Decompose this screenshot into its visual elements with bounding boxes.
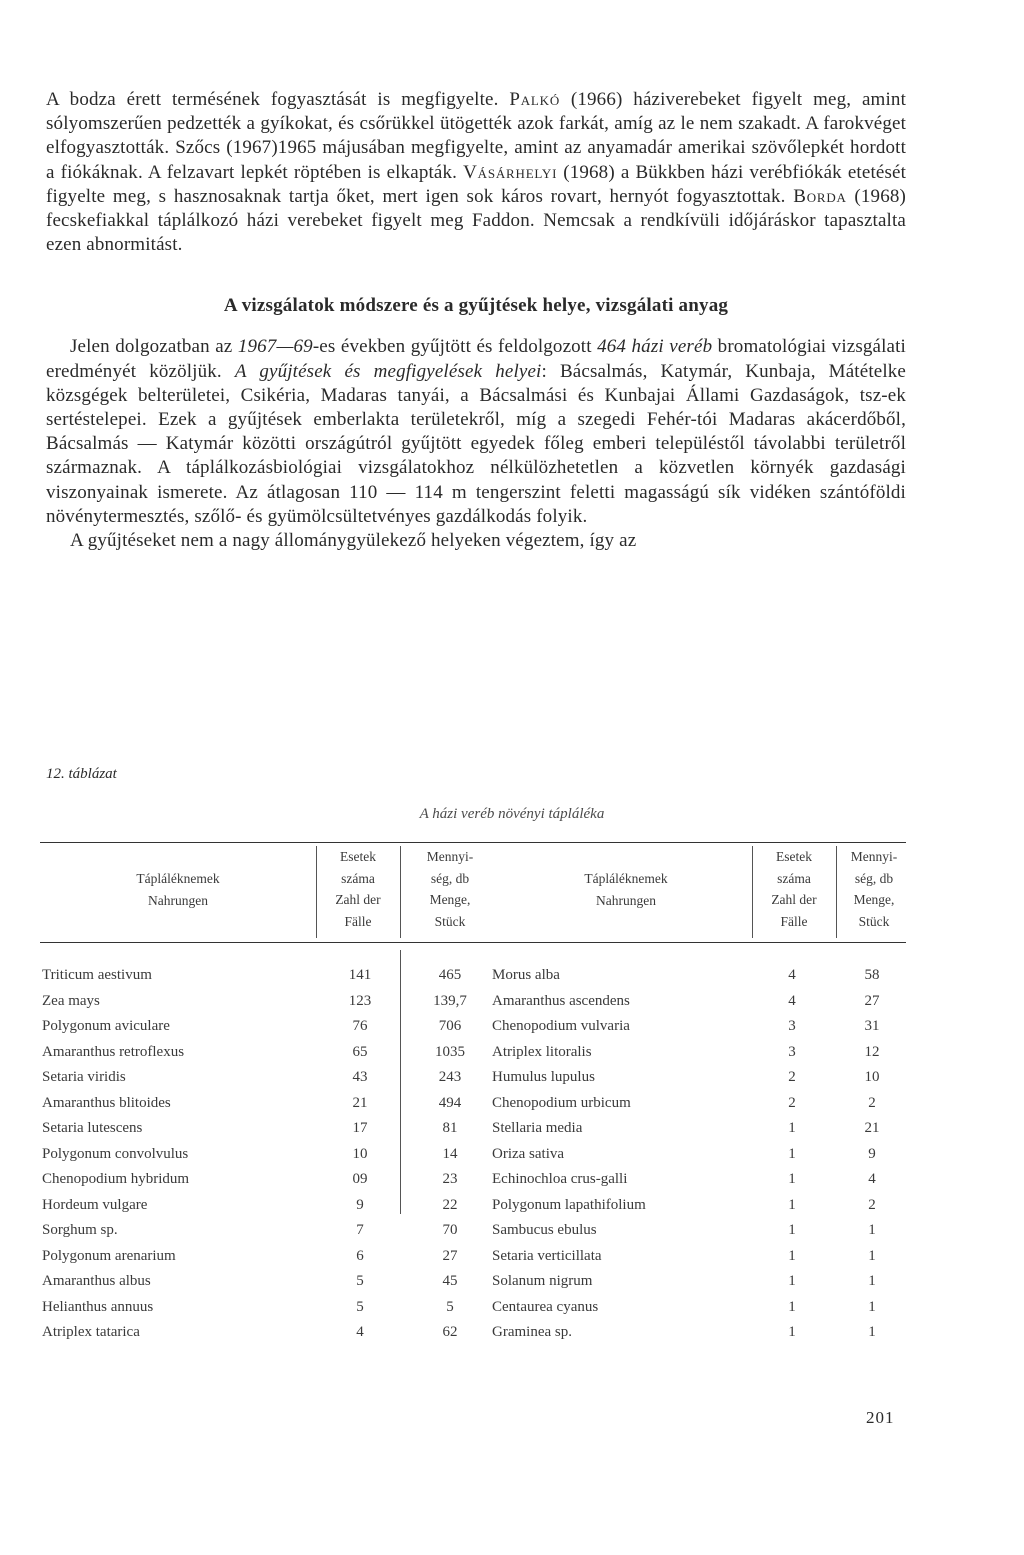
- food-table: [40, 842, 906, 1340]
- food-name-right: Solanum nigrum: [492, 1273, 593, 1289]
- qty-right: 1: [868, 1273, 876, 1289]
- page-number: 201: [866, 1408, 895, 1427]
- qty-left: 70: [442, 1222, 458, 1238]
- cases-left: 43: [352, 1069, 368, 1085]
- food-name-right: Echinochloa crus-galli: [492, 1171, 628, 1187]
- food-name-left: Polygonum arenarium: [42, 1247, 176, 1264]
- author-vasarhelyi: Vásárhelyi: [463, 161, 558, 183]
- food-name-left: Amaranthus retroflexus: [42, 1043, 185, 1060]
- table-row: [40, 1018, 906, 1044]
- methods-text-a: Jelen dolgozatban az: [70, 336, 238, 358]
- cases-right: 1: [788, 1196, 796, 1213]
- table-row: [40, 1171, 906, 1197]
- cases-right: 1: [788, 1273, 796, 1289]
- cases-right: 4: [788, 967, 796, 983]
- qty-left: 22: [442, 1196, 458, 1213]
- header-food-left: [40, 868, 316, 911]
- header-cases-right: [752, 846, 836, 932]
- header-qty-line: Stück: [434, 913, 466, 929]
- intro-text-1: A bodza érett termésének fogyasztását is megfigyelte.: [46, 89, 510, 110]
- header-qty-line: Mennyi-: [426, 849, 474, 864]
- methods-text-d: : Bácsalmás, Katymár, Kunbaja, Mátételke közsgégek belterületei, Csikéria, Madaras tanyái, a Bácsalmási és Kunbajai Állami Gazdaságok, tsz-ek sertéstelepei. Ezek a gyűjtések emberlakta területekről, míg a szegedi Fehér-tói Madaras akácerdőből, Bácsalmás — Katymár közötti országútról gyűjtött egyedek főleg emberi településtől távolabbi területről származnak. A táplálkozásbiológiai vizsgálatokhoz nélkülözhetetlen a közvetlen környék gazdasági viszonyainak ismerete. Az átlagosan 110 — 114 m tengerszint feletti magasságú sík vidéken szántóföldi növénytermesztés, szőlő- és gyümölcsültetvényes gazdálkodás folyik.: [46, 360, 906, 527]
- cases-left: 123: [348, 992, 372, 1009]
- food-name-right: Chenopodium urbicum: [492, 1094, 631, 1111]
- cases-right: 1: [788, 1222, 796, 1238]
- food-name-right: Polygonum lapathifolium: [492, 1196, 646, 1213]
- cases-right: 1: [788, 1120, 796, 1136]
- cases-right: 4: [788, 992, 796, 1009]
- header-qty-line: Menge,: [429, 892, 471, 907]
- header-food-hu: Tápláléknemek: [136, 871, 220, 886]
- header-food-de: Nahrungen: [596, 892, 656, 908]
- header-cases-line: Zahl der: [335, 892, 381, 907]
- food-name-right: Amaranthus ascendens: [492, 992, 630, 1009]
- header-cases-line: Zahl der: [771, 892, 817, 907]
- food-name-right: Chenopodium vulvaria: [492, 1018, 630, 1034]
- intro-text-2: (1966) háziverebeket figyelt meg, amint sólyomszerűen pedzették a gyíkokat, és csőrükkel ütögették azok farkát, amíg az le nem szakadt. A farokvéget elfogyasztották. Szőcs (1967)1965 májusában megfigyelte, amint az anyamadár amerikai szövőlepkét hordott a fiókáknak. A felzavart lepkét röptében is elkapták.: [46, 89, 906, 183]
- food-name-right: Graminea sp.: [492, 1324, 572, 1340]
- food-name-right: Humulus lupulus: [492, 1069, 595, 1085]
- cases-right: 1: [788, 1247, 796, 1264]
- methods-paragraph: [46, 335, 906, 553]
- header-food-de: Nahrungen: [148, 892, 208, 908]
- qty-left: 23: [442, 1171, 458, 1187]
- food-name-right: Oriza sativa: [492, 1145, 565, 1162]
- methods-text-c: bromatológiai vizsgálati eredményét közöljük.: [46, 336, 906, 382]
- cases-right: 1: [788, 1298, 796, 1315]
- qty-right: 1: [868, 1324, 876, 1340]
- qty-left: 494: [438, 1094, 462, 1111]
- cases-right: 1: [788, 1145, 796, 1162]
- header-cases-line: Esetek: [776, 849, 812, 864]
- table-row: [40, 993, 906, 1019]
- food-name-right: Stellaria media: [492, 1120, 583, 1136]
- qty-left: 243: [438, 1069, 462, 1085]
- qty-right: 2: [868, 1094, 876, 1111]
- header-cases-line: Esetek: [340, 849, 376, 864]
- qty-right: 1: [868, 1247, 876, 1264]
- food-name-left: Amaranthus blitoides: [42, 1094, 171, 1111]
- table-row: [40, 967, 906, 993]
- qty-right: 10: [864, 1069, 880, 1085]
- cases-left: 4: [356, 1324, 364, 1340]
- header-qty-right: [836, 846, 912, 932]
- header-cases-line: Fälle: [780, 913, 808, 929]
- methods-paragraph-2: A gyűjtéseket nem a nagy állománygyülekező helyeken végeztem, így az: [70, 530, 637, 552]
- qty-right: 9: [868, 1145, 876, 1162]
- food-name-left: Hordeum vulgare: [42, 1196, 148, 1213]
- table-row: [40, 1197, 906, 1223]
- cases-left: 6: [356, 1247, 364, 1264]
- table-row: [40, 1120, 906, 1146]
- qty-left: 62: [442, 1324, 458, 1340]
- cases-right: 3: [788, 1043, 796, 1060]
- header-qty-line: Menge,: [853, 892, 895, 907]
- cases-right: 2: [788, 1069, 796, 1085]
- header-cases-line: Fälle: [344, 913, 372, 929]
- table-row: [40, 1299, 906, 1325]
- header-food-right: [500, 868, 752, 911]
- cases-right: 2: [788, 1094, 796, 1111]
- methods-count: 464 házi veréb: [597, 336, 713, 358]
- cases-left: 5: [356, 1273, 364, 1289]
- cases-left: 5: [356, 1298, 364, 1315]
- cases-left: 21: [352, 1094, 368, 1111]
- qty-left: 706: [438, 1018, 462, 1034]
- qty-right: 12: [864, 1043, 880, 1060]
- food-name-left: Triticum aestivum: [42, 967, 152, 983]
- header-qty-line: ség, db: [430, 870, 470, 886]
- qty-left: 139,7: [433, 992, 467, 1009]
- cases-left: 9: [356, 1196, 364, 1213]
- food-name-left: Atriplex tatarica: [42, 1324, 140, 1340]
- table-label: 12. táblázat: [46, 766, 117, 782]
- table-row: [40, 1146, 906, 1172]
- qty-right: 1: [868, 1222, 876, 1238]
- header-qty-line: ség, db: [854, 870, 894, 886]
- header-cases-line: száma: [341, 870, 375, 886]
- food-name-left: Zea mays: [42, 992, 100, 1009]
- qty-right: 21: [864, 1120, 880, 1136]
- cases-left: 09: [352, 1171, 368, 1187]
- food-name-left: Polygonum convolvulus: [42, 1145, 189, 1162]
- table-row: [40, 1324, 906, 1350]
- page-body: [46, 88, 906, 553]
- cases-left: 65: [352, 1043, 368, 1060]
- table-header-rule: [40, 942, 906, 943]
- header-cases-line: száma: [777, 870, 811, 886]
- cases-left: 10: [352, 1145, 368, 1162]
- methods-text-b: -es években gyűjtött és feldolgozott: [312, 336, 598, 358]
- cases-left: 141: [348, 967, 372, 983]
- section-heading: A vizsgálatok módszere és a gyűjtések helye, vizsgálati anyag: [223, 295, 729, 317]
- qty-left: 5: [446, 1298, 454, 1315]
- food-name-right: Morus alba: [492, 967, 560, 983]
- cases-left: 76: [352, 1018, 368, 1034]
- table-row: [40, 1069, 906, 1095]
- qty-right: 4: [868, 1171, 876, 1187]
- methods-places-label: A gyűjtések és megfigyelések helyei: [234, 360, 542, 382]
- table-caption: A házi veréb növényi tápláléka: [419, 806, 605, 822]
- table-row: [40, 1044, 906, 1070]
- qty-left: 1035: [435, 1043, 465, 1060]
- food-name-left: Polygonum aviculare: [42, 1018, 170, 1034]
- header-food-hu: Tápláléknemek: [584, 871, 668, 886]
- cases-left: 7: [356, 1222, 364, 1238]
- qty-right: 58: [864, 967, 880, 983]
- qty-left: 14: [442, 1145, 458, 1162]
- qty-left: 27: [442, 1247, 458, 1264]
- food-name-left: Sorghum sp.: [42, 1222, 118, 1238]
- intro-text-4: (1968) fecskefiakkal táplálkozó házi verebeket figyelt meg Faddon. Nemcsak a rendkívüli időjáráskor tapasztalta ezen abnormitást.: [46, 185, 906, 256]
- cases-right: 1: [788, 1324, 796, 1340]
- table-row: [40, 1248, 906, 1274]
- header-qty-line: Mennyi-: [850, 849, 898, 864]
- food-name-left: Chenopodium hybridum: [42, 1171, 190, 1187]
- food-name-right: Setaria verticillata: [492, 1247, 602, 1264]
- intro-paragraph: [46, 88, 906, 257]
- food-name-left: Setaria lutescens: [42, 1120, 143, 1136]
- qty-left: 465: [438, 967, 462, 983]
- qty-right: 2: [868, 1196, 876, 1213]
- cases-right: 1: [788, 1171, 796, 1187]
- qty-right: 1: [868, 1298, 876, 1315]
- table-row: [40, 1095, 906, 1121]
- food-name-right: Atriplex litoralis: [492, 1043, 592, 1060]
- table-top-rule: [40, 842, 906, 843]
- food-name-right: Sambucus ebulus: [492, 1222, 597, 1238]
- header-qty-line: Stück: [858, 913, 890, 929]
- table-body: [40, 967, 906, 1350]
- food-name-left: Amaranthus albus: [42, 1273, 151, 1289]
- cases-right: 3: [788, 1018, 796, 1034]
- cases-left: 17: [352, 1120, 368, 1136]
- food-name-left: Setaria viridis: [42, 1069, 126, 1085]
- intro-text-3: (1968) a Bükkben házi verébfiókák etetését figyelte meg, s hasznosaknak tartja őket, mert igen sok káros rovart, hernyót fogyasztottak.: [46, 161, 907, 207]
- table-row: [40, 1222, 906, 1248]
- qty-left: 81: [442, 1120, 458, 1136]
- qty-left: 45: [442, 1273, 458, 1289]
- header-qty-left: [400, 846, 500, 932]
- qty-right: 27: [864, 992, 880, 1009]
- author-palko: Palkó: [509, 89, 561, 110]
- food-name-right: Centaurea cyanus: [492, 1298, 599, 1315]
- author-borda: Borda: [793, 185, 847, 207]
- methods-years: 1967—69: [237, 336, 313, 358]
- food-name-left: Helianthus annuus: [42, 1298, 154, 1315]
- table-row: [40, 1273, 906, 1299]
- qty-right: 31: [864, 1018, 880, 1034]
- header-cases-left: [316, 846, 400, 932]
